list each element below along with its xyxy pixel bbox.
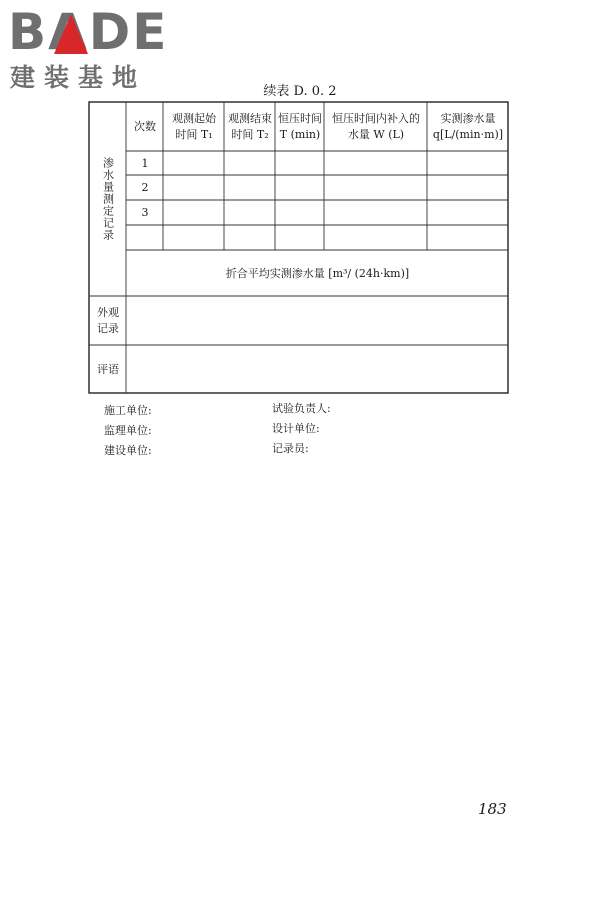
header-end-line2: 时间 T₂ [231,128,269,141]
appearance-line2: 记录 [97,322,119,335]
page-number: 183 [478,800,507,818]
comment-label: 评语 [97,362,119,376]
header-water-line2: 水量 W (L) [347,128,405,141]
header-measured-line2: q[L/(min·m)] [432,128,504,141]
header-measured [428,103,508,151]
header-end-line1: 观测结束 [228,112,272,125]
header-duration [276,103,324,151]
header-count: 次数 [134,120,156,133]
signature-recorder: 记录员: [272,442,309,455]
signature-construction-unit: 施工单位: [104,404,152,417]
appearance-line1: 外观 [97,306,119,319]
logo-subtitle: 建装基地 [10,63,147,92]
header-duration-line1: 恒压时间 [278,112,322,125]
row-number: 3 [141,206,149,219]
header-start-line1: 观测起始 [172,112,216,125]
header-start-line2: 时间 T₁ [175,128,213,141]
appearance-label [90,297,126,345]
header-measured-line1: 实测渗水量 [440,112,496,125]
row-number [127,226,163,250]
header-start [164,103,224,151]
header-water-line1: 恒压时间内补入的 [332,112,420,125]
table-title: 续表 D. 0. 2 [263,84,337,99]
signature-design-unit: 设计单位: [272,422,320,435]
header-end [225,103,275,151]
header-water [325,103,427,151]
signature-supervision-unit: 监理单位: [104,424,152,437]
row-number: 1 [141,156,149,170]
header-duration-line2: T (min) [279,128,321,141]
signature-test-lead: 试验负责人: [272,402,331,415]
average-seepage-label: 折合平均实测渗水量 [m³/ (24h·km)] [225,266,410,280]
section-seepage-label: 渗水量测定记录 [101,157,115,241]
signature-owner-unit: 建设单位: [104,444,152,457]
logo-brand: BADE [8,3,169,61]
row-number: 2 [141,181,149,194]
